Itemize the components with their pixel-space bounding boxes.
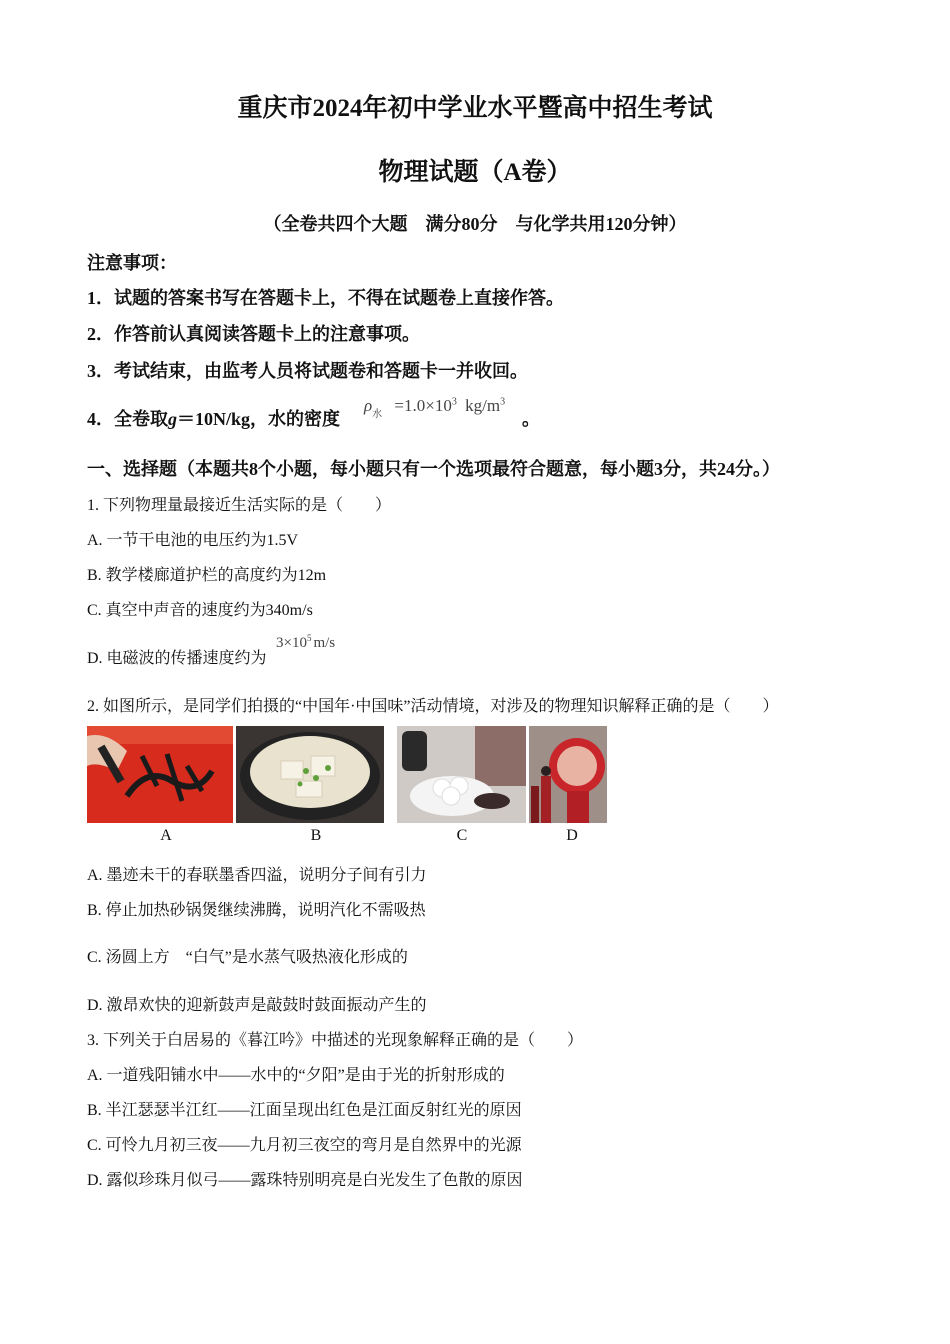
note-item-3: 3．考试结束，由监考人员将试题卷和答题卡一并收回。: [87, 361, 528, 381]
q3-option-b: B. 半江瑟瑟半江红——江面呈现出红色是江面反射红光的原因: [87, 1102, 522, 1119]
q3-option-d: D. 露似珍珠月似弓——露珠特别明亮是白光发生了色散的原因: [87, 1172, 523, 1189]
q1-d-base: 3×10: [276, 635, 307, 651]
q2-option-a: A. 墨迹未干的春联墨香四溢，说明分子间有引力: [87, 867, 427, 884]
rho-subscript: 水: [372, 409, 383, 420]
q1-option-a: A. 一节干电池的电压约为1.5V: [87, 532, 299, 549]
q1-d-unit: m/s: [313, 635, 336, 651]
note-item-2: 2．作答前认真阅读答题卡上的注意事项。: [87, 324, 420, 344]
note-item-1: 1．试题的答案书写在答题卡上，不得在试题卷上直接作答。: [87, 288, 564, 308]
exam-subtitle: 物理试题（A卷）: [378, 159, 572, 186]
photo-caption-a: A: [160, 827, 172, 844]
note-4-end: 。: [522, 409, 540, 429]
photo-caption-b: B: [310, 827, 322, 844]
q2-option-b: B. 停止加热砂锅煲继续沸腾，说明汽化不需吸热: [87, 902, 426, 919]
density-unit-exponent: 3: [500, 396, 506, 408]
photo-caption-c: C: [456, 827, 468, 844]
density-formula: [364, 396, 506, 420]
exam-info: （全卷共四个大题 满分80分 与化学共用120分钟）: [263, 214, 687, 234]
photo-b-tofu-pot: [236, 726, 384, 823]
note-4-g: g: [168, 409, 177, 429]
q1-option-b: B. 教学楼廊道护栏的高度约为12m: [87, 567, 327, 584]
note-4-prefix: 4．全卷取: [87, 409, 168, 429]
density-unit: kg/m: [465, 396, 501, 415]
note-4-mid: ＝10N/kg，水的密度: [177, 409, 341, 429]
photo-d-drum: [529, 726, 607, 823]
q1-option-d: D. 电磁波的传播速度约为: [87, 650, 267, 667]
q2-stem: 2. 如图所示，是同学们拍摄的“中国年·中国味”活动情境，对涉及的物理知识解释正确的是（ ）: [87, 698, 779, 715]
photo-a-calligraphy: [87, 726, 233, 823]
note-item-4: [87, 405, 340, 431]
rho-symbol: ρ: [364, 396, 373, 415]
notes-heading: 注意事项：: [87, 253, 177, 273]
q1-d-formula: [276, 633, 335, 652]
q3-option-a: A. 一道残阳铺水中——水中的“夕阳”是由于光的折射形成的: [87, 1067, 505, 1084]
q1-option-c: C. 真空中声音的速度约为340m/s: [87, 602, 313, 619]
q3-stem: 3. 下列关于白居易的《暮江吟》中描述的光现象解释正确的是（ ）: [87, 1032, 584, 1049]
q2-option-d: D. 激昂欢快的迎新鼓声是敲鼓时鼓面振动产生的: [87, 997, 427, 1014]
section-heading: 一、选择题（本题共8个小题，每小题只有一个选项最符合题意，每小题3分，共24分。）: [87, 459, 780, 479]
exam-title: 重庆市2024年初中学业水平暨高中招生考试: [237, 95, 713, 122]
photo-caption-d: D: [566, 827, 578, 844]
density-exponent: 3: [451, 396, 457, 408]
density-value: =1.0×10: [394, 396, 452, 415]
q1-stem: 1. 下列物理量最接近生活实际的是（ ）: [87, 497, 392, 514]
q2-option-c: C. 汤圆上方 “白气”是水蒸气吸热液化形成的: [87, 949, 408, 966]
photo-c-tangyuan: [397, 726, 526, 823]
q3-option-c: C. 可怜九月初三夜——九月初三夜空的弯月是自然界中的光源: [87, 1137, 522, 1154]
q1-d-exponent: 5: [306, 633, 312, 643]
